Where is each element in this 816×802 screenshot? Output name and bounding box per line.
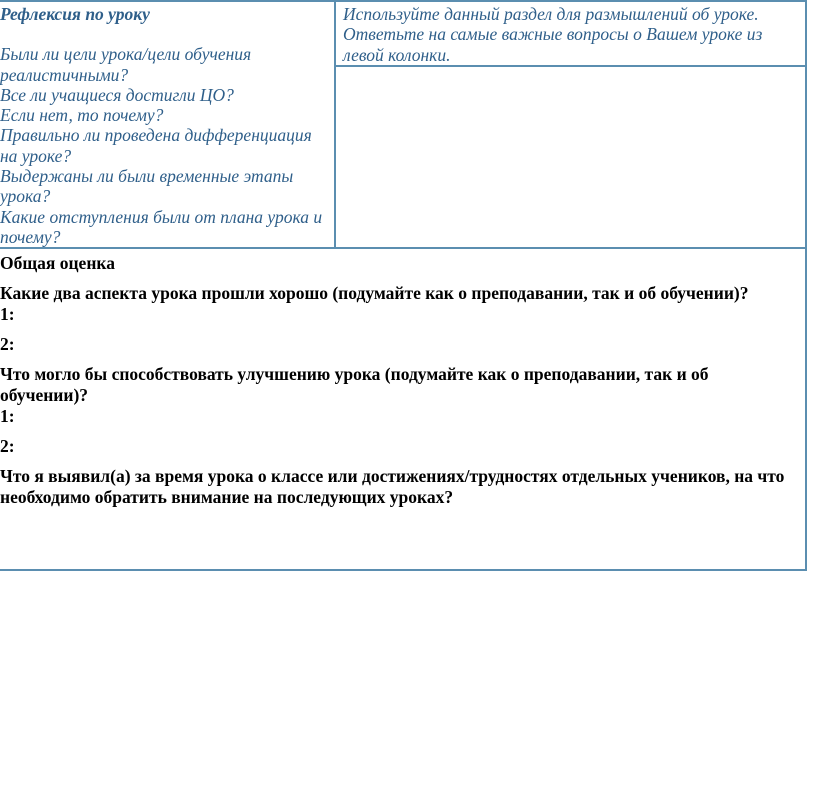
instruction-line: Используйте данный раздел для размышлений об уроке. <box>343 4 759 24</box>
answer-label-1: 1: <box>0 406 15 427</box>
reflection-question-line: Если нет, то почему? <box>0 105 164 126</box>
reflection-answer-cell[interactable] <box>335 66 806 248</box>
answer-label-2: 2: <box>0 334 15 355</box>
reflection-question-line: реалистичными? <box>0 64 129 85</box>
reflection-question-line: Выдержаны ли были временные этапы <box>0 166 294 187</box>
reflection-question-line: Какие отступления были от плана урока и <box>0 206 323 227</box>
reflection-instruction-cell <box>335 1 806 66</box>
assessment-question-2-cont: обучении)? <box>0 385 89 406</box>
overall-assessment-cell[interactable] <box>0 248 806 570</box>
reflection-question-line: Правильно ли проведена дифференциация <box>0 125 312 146</box>
reflection-question-line: Были ли цели урока/цели обучения <box>0 44 252 65</box>
reflection-questions-cell <box>0 1 335 248</box>
assessment-heading: Общая оценка <box>0 253 115 274</box>
instruction-line: левой колонки. <box>343 44 451 65</box>
assessment-question-3-cont: необходимо обратить внимание на последующих уроках? <box>0 487 454 508</box>
assessment-question-3: Что я выявил(а) за время урока о классе или достижениях/трудностях отдельных учеников, на что <box>0 466 785 487</box>
answer-label-1: 1: <box>0 304 15 325</box>
reflection-title: Рефлексия по уроку <box>0 4 150 24</box>
assessment-question-1: Какие два аспекта урока прошли хорошо (подумайте как о преподавании, так и об обучении)? <box>0 283 749 304</box>
reflection-question-line: урока? <box>0 186 51 207</box>
assessment-question-2: Что могло бы способствовать улучшению урока (подумайте как о преподавании, так и об <box>0 364 709 385</box>
answer-label-2: 2: <box>0 436 15 457</box>
instruction-line: Ответьте на самые важные вопросы о Вашем уроке из <box>343 24 763 45</box>
reflection-question-line: Все ли учащиеся достигли ЦО? <box>0 84 234 105</box>
reflection-question-line: на уроке? <box>0 145 72 166</box>
reflection-question-line: почему? <box>0 226 61 247</box>
